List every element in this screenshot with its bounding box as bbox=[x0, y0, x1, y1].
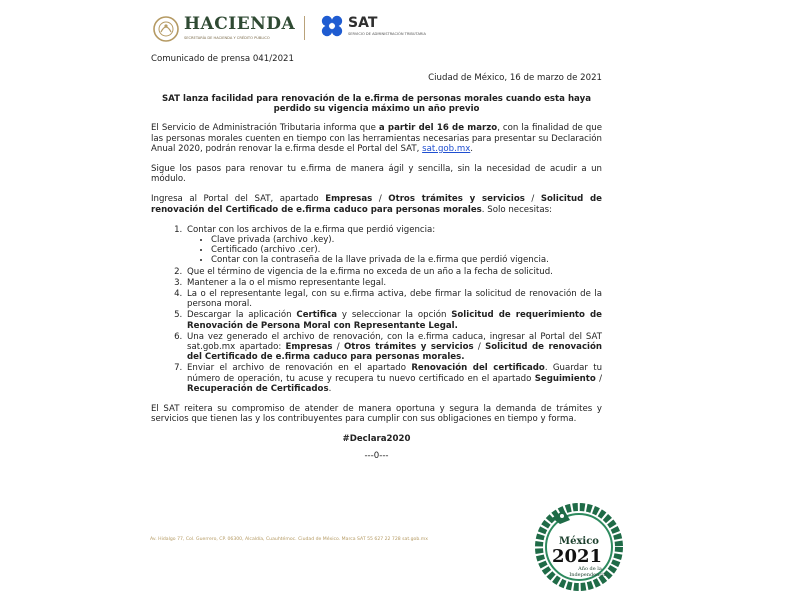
seal-caption-2: Independencia bbox=[569, 572, 607, 578]
closing-paragraph: El SAT reitera su compromiso de atender de manera oportuna y segura la demanda de trámites y servicios que tienen las y los contribuyentes para cumplir con sus obligaciones en tiempo y forma. bbox=[151, 404, 602, 425]
portal-paragraph: Ingresa al Portal del SAT, apartado Empresas / Otros trámites y servicios / Solicitud de renovación del Certificado de e.firma caduco para personas morales. Solo necesitas: bbox=[151, 194, 603, 215]
requirements-list bbox=[151, 225, 602, 394]
list-item: 4. La o el representante legal, con su e.firma activa, debe firmar la solicitud de renovación de la persona moral. bbox=[185, 289, 602, 309]
sat-subtitle: SERVICIO DE ADMINISTRACIÓN TRIBUTARIA bbox=[348, 32, 426, 36]
press-release-number: Comunicado de prensa 041/2021 bbox=[151, 54, 294, 64]
files-sublist bbox=[187, 235, 602, 266]
end-marker: ---0--- bbox=[364, 450, 389, 461]
header-divider bbox=[304, 16, 305, 40]
list-item: • Certificado (archivo .cer). bbox=[211, 245, 602, 255]
sat-logo bbox=[320, 14, 460, 42]
seal-year: 2021 bbox=[551, 546, 603, 567]
intro-paragraph: El Servicio de Administración Tributaria informa que a partir del 16 de marzo, con la finalidad de que las personas morales cuenten en tiempo con las herramientas necesarias para presentar su Declaración Anual 2020, podrán renovar la e.firma desde el Portal del SAT, sat.gob.mx. bbox=[151, 123, 602, 154]
sat-portal-link[interactable]: sat.gob.mx bbox=[422, 143, 471, 154]
body-content bbox=[151, 94, 602, 461]
steps-intro-paragraph: Sigue los pasos para renovar tu e.firma de manera ágil y sencilla, sin la necesidad de acudir a un módulo. bbox=[151, 164, 602, 185]
seal-caption-1: Año de la bbox=[578, 566, 602, 572]
list-item: 3. Mantener a la o el mismo representante legal. bbox=[185, 278, 602, 288]
list-item: 2. Que el término de vigencia de la e.firma no exceda de un año a la fecha de solicitud. bbox=[185, 267, 602, 277]
place-and-date: Ciudad de México, 16 de marzo de 2021 bbox=[428, 73, 602, 83]
footer-address: Av. Hidalgo 77, Col. Guerrero, CP. 06300, Alcaldía, Cuauhtémoc. Ciudad de México. Marca SAT 55 627 22 728 sat.gob.mx bbox=[150, 537, 428, 542]
sat-wordmark: SAT bbox=[348, 15, 378, 31]
hacienda-logo bbox=[152, 12, 296, 48]
hashtag: #Declara2020 bbox=[342, 434, 411, 445]
list-item: • Clave privada (archivo .key). bbox=[211, 235, 602, 245]
mexico-2021-seal bbox=[530, 500, 628, 592]
list-item: • Contar con la contraseña de la llave privada de la e.firma que perdió vigencia. bbox=[211, 255, 602, 265]
list-item: 5. Descargar la aplicación Certifica y seleccionar la opción Solicitud de requerimiento de Renovación de Persona Moral con Representante Legal. bbox=[185, 310, 602, 330]
sat-mark-icon bbox=[320, 14, 344, 38]
headline: SAT lanza facilidad para renovación de la e.firma de personas morales cuando esta haya perdido su vigencia máximo un año previo bbox=[161, 94, 591, 115]
list-item: 7. Enviar el archivo de renovación en el apartado Renovación del certificado. Guardar tu número de operación, tu acuse y recupera tu nuevo certificado en el apartado Seguimiento / Recuperación de Certificados. bbox=[185, 363, 602, 394]
list-item: 1. Contar con los archivos de la e.firma que perdió vigencia: • Clave privada (archivo .key). • Certificado (archivo .cer). • Contar con la contraseña de la llave privada de la e.firma que perdió vigencia. bbox=[185, 225, 602, 266]
hacienda-subtitle: SECRETARÍA DE HACIENDA Y CRÉDITO PÚBLICO bbox=[184, 36, 270, 40]
seal-word: México bbox=[559, 536, 599, 547]
national-emblem-icon bbox=[152, 14, 180, 44]
hacienda-wordmark: HACIENDA bbox=[184, 14, 296, 34]
list-item: 6. Una vez generado el archivo de renovación, con la e.firma caduca, ingresar al Portal del SAT sat.gob.mx apartado: Empresas / Otros trámites y servicios / Solicitud de renovación del Certificado de e.firma caduco para personas morales. bbox=[185, 332, 602, 363]
